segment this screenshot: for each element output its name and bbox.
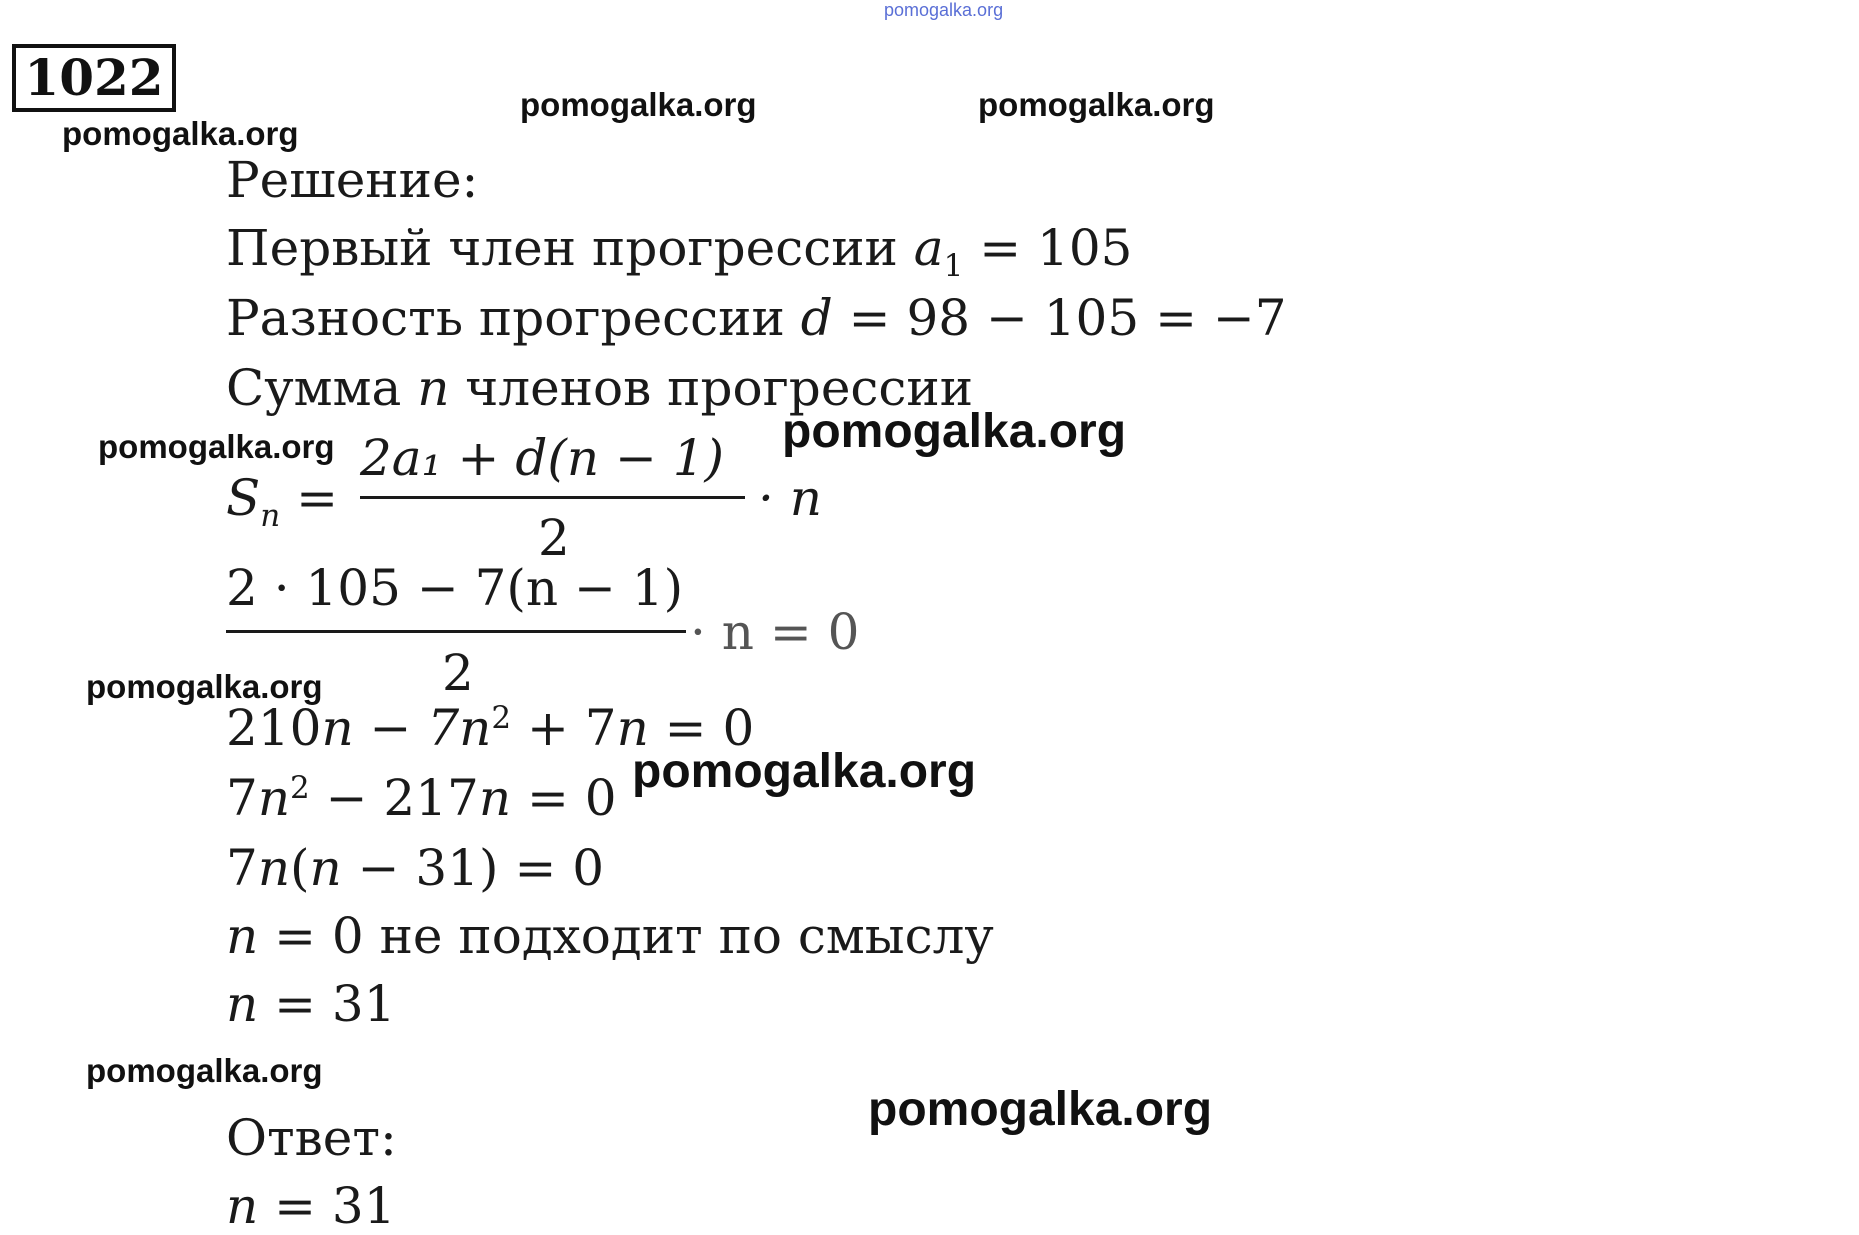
watermark: pomogalka.org <box>978 86 1215 123</box>
watermark: pomogalka.org <box>86 668 323 705</box>
formula-lhs <box>226 469 339 534</box>
watermark: pomogalka.org <box>86 1052 323 1089</box>
substituted-numerator: 2 · 105 − 7(n − 1) <box>226 559 684 617</box>
first-term-text: Первый член прогрессии <box>226 219 898 277</box>
difference-line <box>226 290 1287 346</box>
step-1-d: + 7 <box>511 699 617 757</box>
top-watermark: pomogalka.org <box>884 0 1004 20</box>
step-3-a: 7 <box>226 839 258 897</box>
first-term-line <box>226 219 1133 284</box>
formula-times: · n <box>758 469 822 527</box>
watermark: pomogalka.org <box>782 405 1127 458</box>
step-3-e: − 31) = 0 <box>341 839 605 897</box>
formula-denominator: 2 <box>538 509 570 567</box>
watermark: pomogalka.org <box>98 428 335 465</box>
first-term-sub: 1 <box>943 247 964 284</box>
step-1-f: = 0 <box>648 699 755 757</box>
problem-number: 1022 <box>12 44 176 112</box>
sum-text-1: Сумма <box>226 359 402 417</box>
sum-text-2: членов прогрессии <box>465 359 974 417</box>
step-2-c: − 217 <box>309 769 479 827</box>
formula-eq: = <box>296 469 339 527</box>
step-3-d: n <box>309 839 342 897</box>
substituted-fraction-bar <box>226 630 686 633</box>
step-1-b: n − 7 <box>321 699 460 757</box>
step-1 <box>226 700 754 756</box>
step-2-b: n <box>257 769 291 827</box>
step-5-var: n <box>226 975 259 1033</box>
substituted-tail: · n = 0 <box>690 603 860 661</box>
step-4-var: n <box>226 907 259 965</box>
solution-heading: Решение: <box>226 151 479 209</box>
watermark: pomogalka.org <box>868 1083 1213 1136</box>
step-4-text: = 0 не подходит по смыслу <box>258 907 994 965</box>
first-term-value: = 105 <box>979 219 1133 277</box>
step-3-c: ( <box>290 839 310 897</box>
answer-line <box>226 1178 396 1234</box>
step-2-a: 7 <box>226 769 258 827</box>
step-1-c: n <box>459 699 492 757</box>
step-5-text: = 31 <box>258 975 396 1033</box>
step-1-e: n <box>616 699 649 757</box>
step-4 <box>226 908 994 964</box>
difference-text: Разность прогрессии <box>226 289 785 347</box>
watermark: pomogalka.org <box>1300 1180 1537 1217</box>
formula-lhs-sub: n <box>260 497 281 534</box>
step-1-a: 210 <box>226 699 322 757</box>
answer-label: Ответ: <box>226 1109 397 1167</box>
watermark: pomogalka.org <box>632 745 977 798</box>
first-term-var: a <box>913 219 944 277</box>
step-1-sup: 2 <box>491 699 512 736</box>
substituted-denominator: 2 <box>442 644 474 702</box>
watermark: pomogalka.org <box>62 115 299 152</box>
answer-var: n <box>226 1177 259 1235</box>
watermark: pomogalka.org <box>520 86 757 123</box>
sum-line <box>226 360 973 416</box>
answer-value: = 31 <box>258 1177 396 1235</box>
step-3-b: n <box>257 839 291 897</box>
formula-fraction-bar <box>360 496 745 499</box>
formula-lhs-var: S <box>226 469 261 527</box>
sum-var: n <box>417 359 450 417</box>
difference-expr: = 98 − 105 = −7 <box>848 289 1287 347</box>
step-2-sup: 2 <box>290 769 310 806</box>
step-3 <box>226 840 604 896</box>
step-2 <box>226 770 617 826</box>
step-2-e: = 0 <box>511 769 617 827</box>
step-2-d: n <box>478 769 512 827</box>
formula-numerator: 2a₁ + d(n − 1) <box>360 429 725 487</box>
difference-var: d <box>800 289 833 347</box>
step-5 <box>226 976 396 1032</box>
